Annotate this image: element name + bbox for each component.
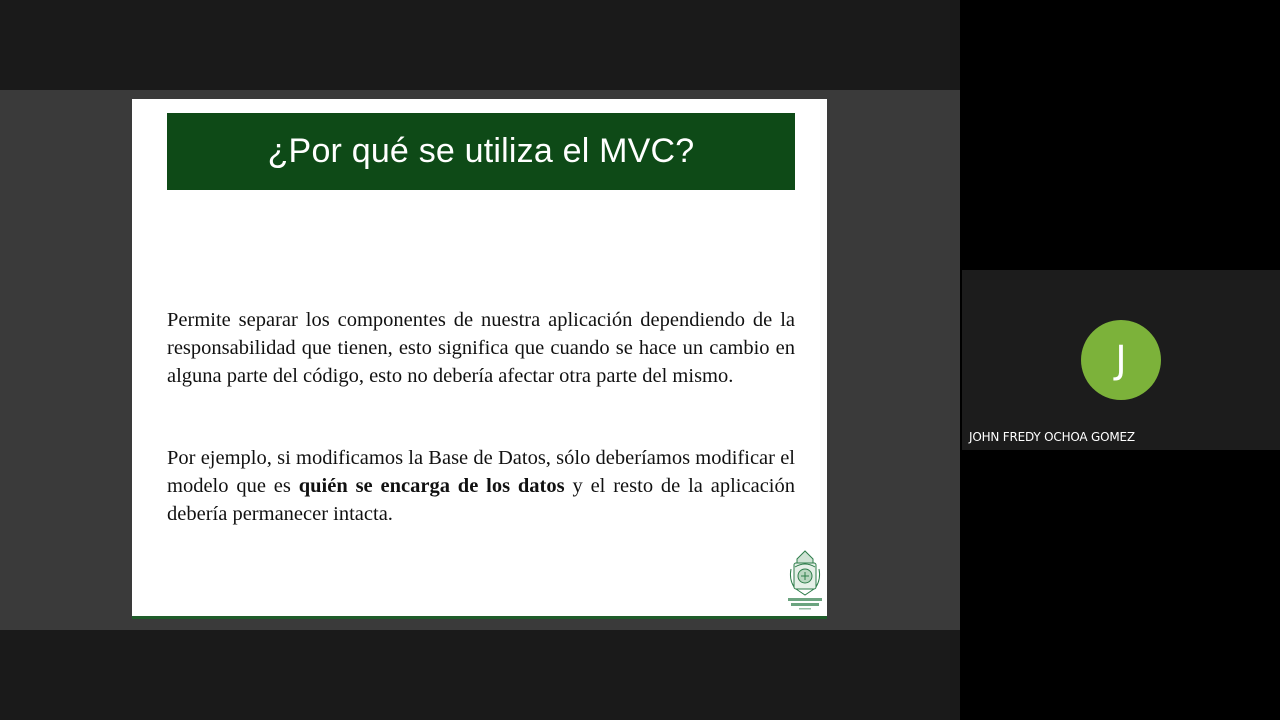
shared-screen bbox=[0, 90, 960, 630]
slide-title-bar bbox=[167, 113, 795, 190]
slide-paragraph-2 bbox=[167, 444, 795, 528]
paragraph-2-bold-text: quién se encarga de los datos bbox=[298, 475, 565, 497]
paragraph-2-text-start: Por ejemplo, si modificamos la Base de Datos, sólo deberíamos modificar el modelo que es bbox=[167, 447, 795, 497]
participant-avatar: J bbox=[1081, 320, 1161, 400]
presentation-slide bbox=[132, 99, 827, 619]
participant-video-tile[interactable] bbox=[962, 270, 1280, 450]
paragraph-2-text-end: y el resto de la aplicación debería permanecer intacta. bbox=[167, 475, 795, 525]
university-logo bbox=[785, 549, 825, 611]
participants-panel bbox=[960, 0, 1280, 720]
slide-paragraph-1: Permite separar los componentes de nuestra aplicación dependiendo de la responsabilidad que tienen, esto significa que cuando se hace un cambio en alguna parte del código, esto no debería afectar otra parte del mismo. bbox=[167, 309, 795, 387]
slide-title: ¿Por qué se utiliza el MVC? bbox=[267, 132, 695, 170]
participant-name: JOHN FREDY OCHOA GOMEZ bbox=[969, 430, 1135, 444]
